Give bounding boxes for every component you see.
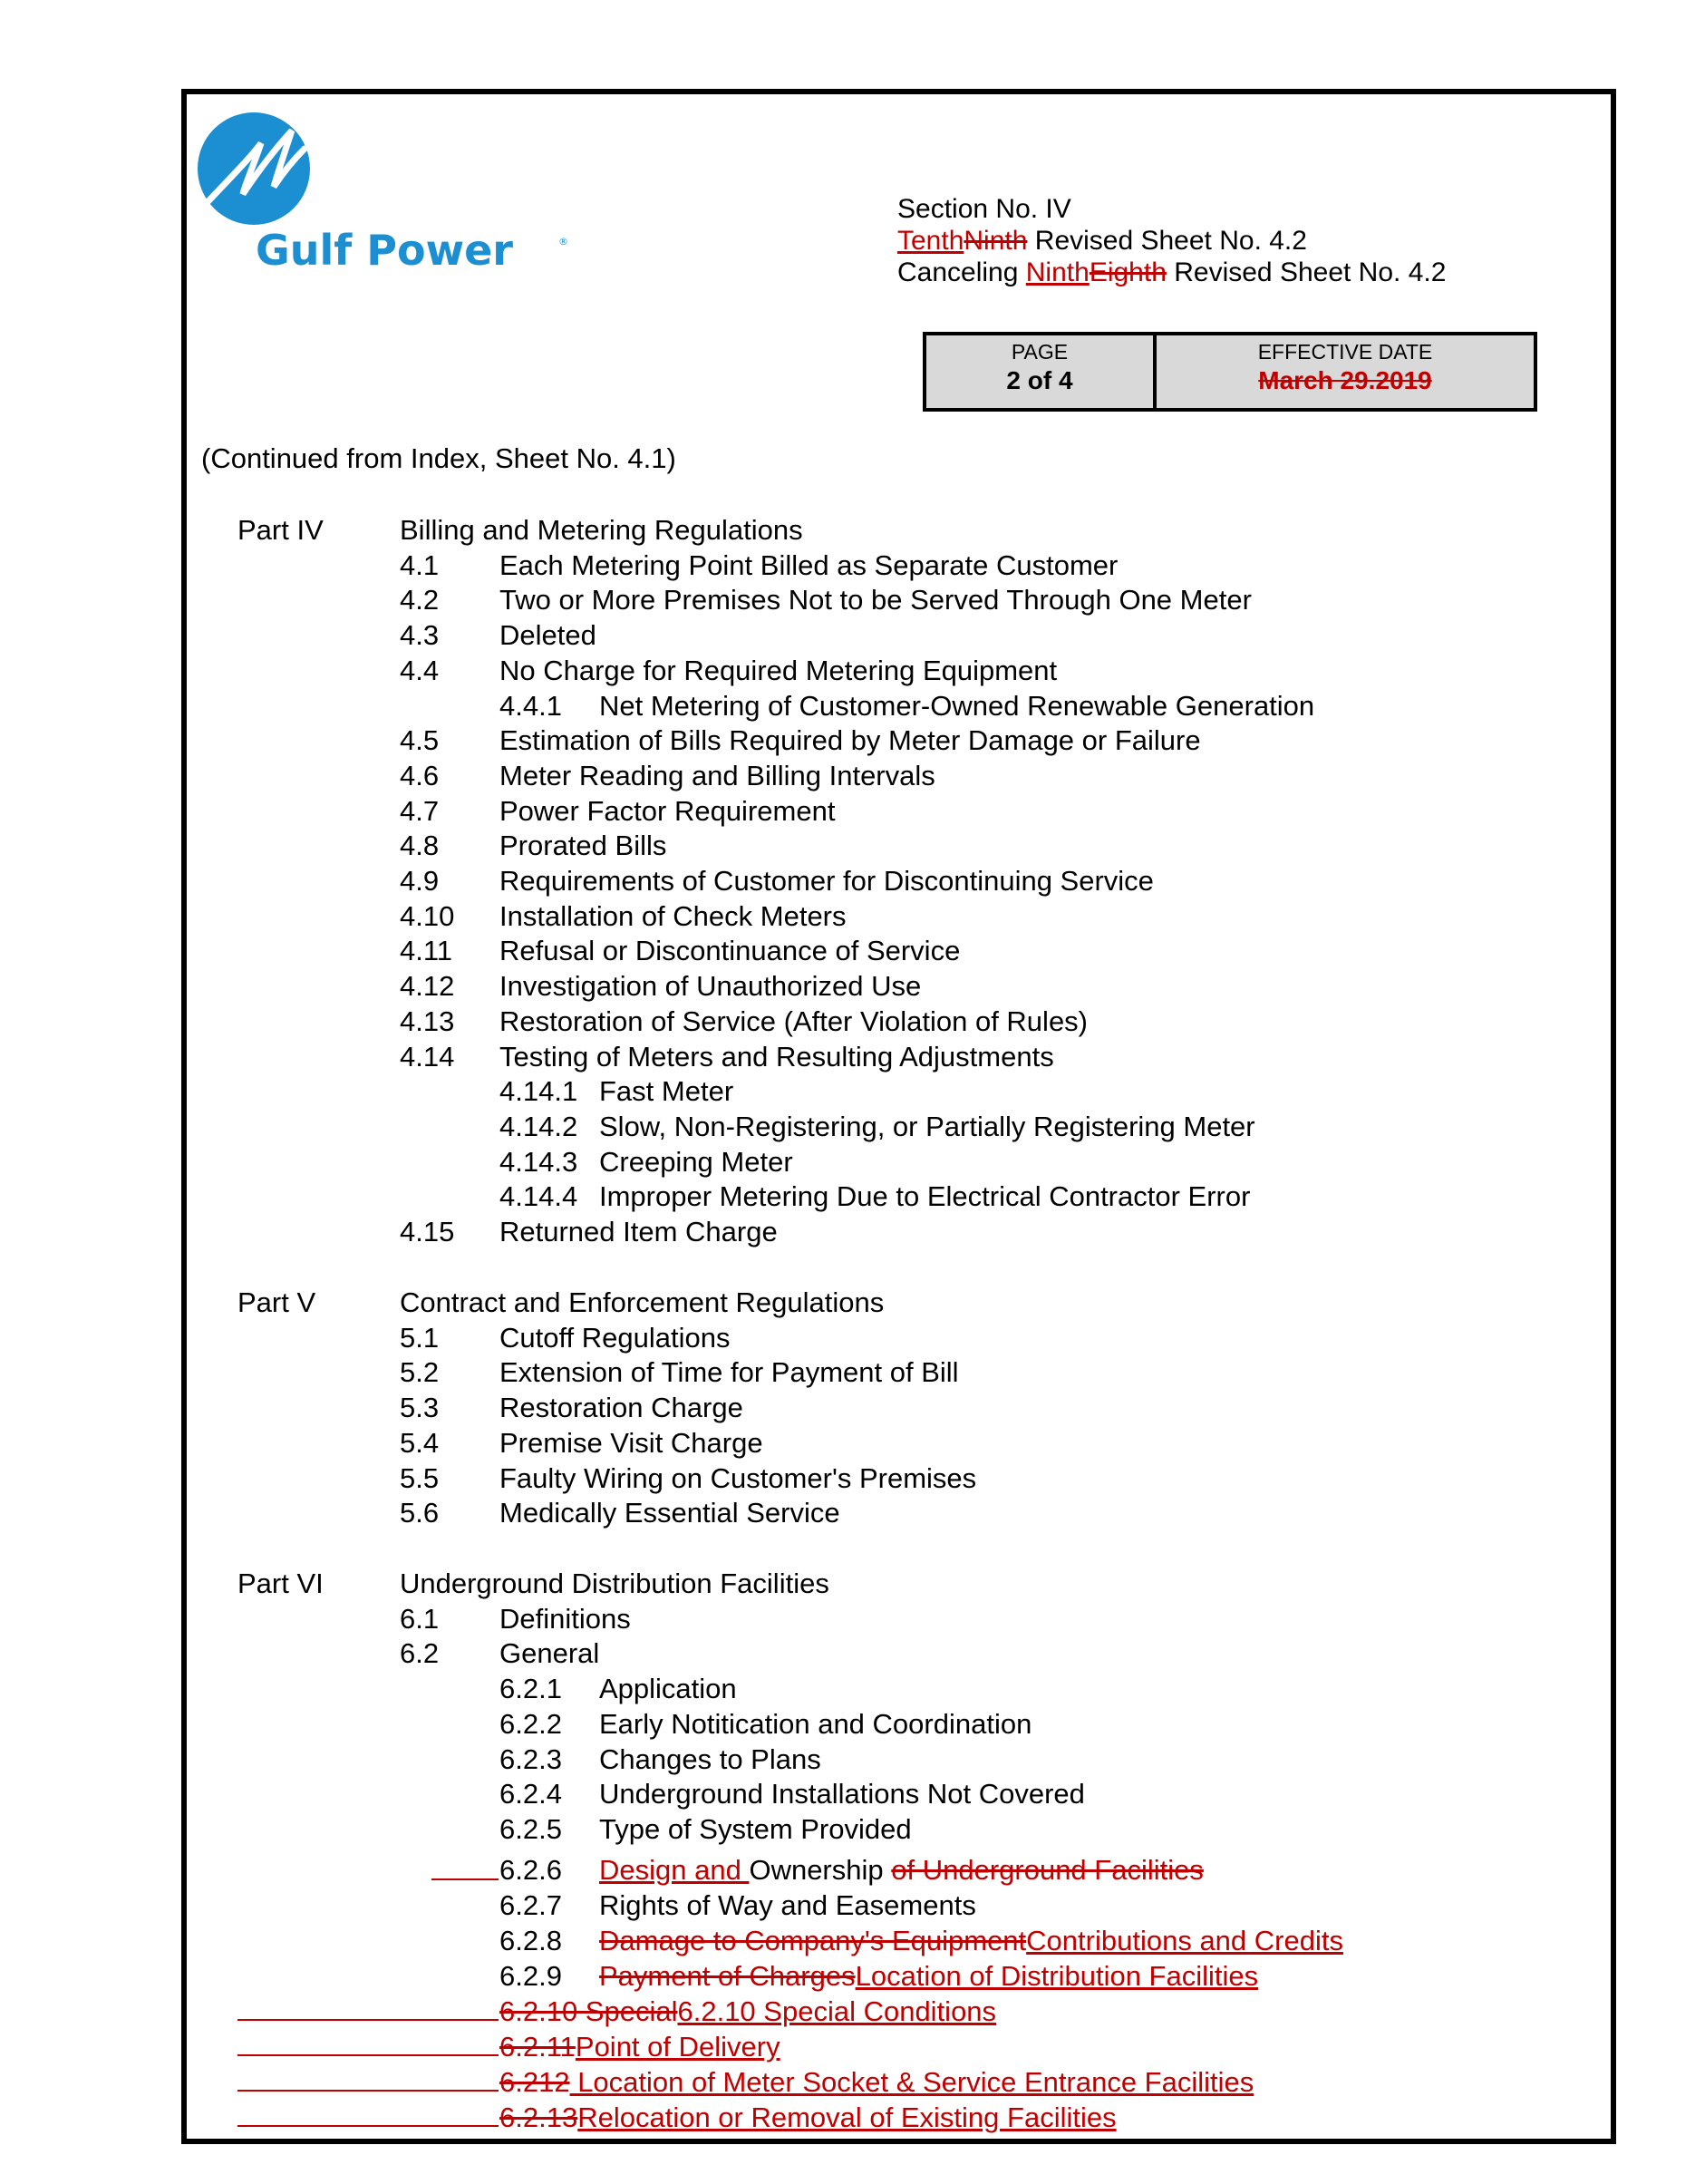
toc-title: Restoration of Service (After Violation of Rules) [499, 1005, 1089, 1037]
toc-title: No Charge for Required Metering Equipment [499, 654, 1058, 686]
toc-title: Power Factor Requirement [499, 794, 836, 827]
toc-title: General [499, 1637, 600, 1670]
toc-number: 4.13 [400, 1005, 455, 1037]
deleted-text: 6.212 [499, 2066, 570, 2098]
canceling-rest: Revised Sheet No. 4.2 [1166, 257, 1447, 287]
page-label: PAGE [1011, 340, 1069, 364]
toc-subtitle: Fast Meter [599, 1075, 734, 1108]
part-title: Contract and Enforcement Regulations [400, 1286, 885, 1318]
toc-title: Medically Essential Service [499, 1497, 840, 1529]
toc-number: 6.2.9 [499, 1960, 562, 1992]
toc-number: 6.2 [400, 1637, 440, 1670]
section-number: Section No. IV [897, 194, 1071, 224]
toc-number: 4.2 [400, 584, 440, 616]
inserted-text: Location of Distribution Facilities [855, 1960, 1259, 1992]
plain-text: Ownership [749, 1854, 892, 1886]
toc-title: Requirements of Customer for Discontinuing Service [499, 865, 1154, 897]
toc-title: Each Metering Point Billed as Separate Customer [499, 548, 1119, 581]
toc-number: 4.7 [400, 794, 440, 827]
toc-subtitle: Application [599, 1673, 737, 1705]
toc-title: Testing of Meters and Resulting Adjustments [499, 1040, 1054, 1073]
toc-number: 5.2 [400, 1356, 440, 1389]
toc-title [499, 2065, 1254, 2100]
page-cell [926, 335, 1157, 408]
toc-subnumber: 6.2.2 [499, 1707, 562, 1740]
toc-number: 4.6 [400, 759, 440, 791]
toc-subnumber: 4.14.2 [499, 1110, 578, 1142]
toc-title: Faulty Wiring on Customer's Premises [499, 1461, 977, 1494]
toc-subtitle: Early Notitication and Coordination [599, 1707, 1032, 1740]
page-info-box [923, 332, 1537, 412]
toc-number: 5.1 [400, 1321, 440, 1354]
toc-subnumber: 6.2.3 [499, 1742, 562, 1775]
toc-number: 4.11 [400, 935, 453, 967]
toc-title [499, 1995, 996, 2029]
toc-number: 4.10 [400, 899, 455, 932]
svg-text:Gulf Power: Gulf Power [256, 226, 513, 275]
toc-number: 5.3 [400, 1392, 440, 1424]
toc-number: 4.5 [400, 724, 440, 757]
toc-title [499, 2101, 1117, 2135]
toc-title: Estimation of Bills Required by Meter Damage or Failure [499, 724, 1201, 757]
toc-number: 4.9 [400, 865, 440, 897]
deleted-text: 6.2.13 [499, 2101, 578, 2133]
toc-title: Deleted [499, 619, 596, 652]
inserted-text: Relocation or Removal of Existing Facilities [577, 2101, 1117, 2133]
toc-title: Meter Reading and Billing Intervals [499, 759, 935, 791]
deleted-text: of Underground Facilities [891, 1854, 1204, 1886]
toc-subtitle: Underground Installations Not Covered [599, 1778, 1085, 1810]
toc-title: Restoration Charge [499, 1392, 743, 1424]
toc-number: 5.4 [400, 1426, 440, 1459]
toc-title: Investigation of Unauthorized Use [499, 970, 922, 1003]
toc-subtitle: Net Metering of Customer-Owned Renewable Generation [599, 689, 1315, 722]
toc-subtitle: Type of System Provided [599, 1812, 912, 1845]
inserted-text: Contributions and Credits [1026, 1925, 1343, 1956]
toc-title: Extension of Time for Payment of Bill [499, 1356, 959, 1389]
tracked-change-underline [237, 2019, 499, 2021]
part-label: Part V [237, 1286, 316, 1318]
effective-date-cell [1157, 335, 1534, 408]
canceling-prefix: Canceling [897, 257, 1026, 287]
svg-text:®: ® [558, 236, 568, 248]
toc-number: 4.3 [400, 619, 440, 652]
page-value: 2 of 4 [1006, 366, 1073, 394]
toc-subtitle: Creeping Meter [599, 1145, 793, 1178]
toc-title: Definitions [499, 1602, 631, 1635]
toc-number: 5.5 [400, 1461, 440, 1494]
toc-number: 6.2.6 [499, 1854, 562, 1886]
gulf-power-logo [198, 111, 578, 283]
deleted-text: Payment of Charges [599, 1960, 856, 1992]
part-label: Part IV [237, 514, 324, 546]
toc-number: 4.8 [400, 830, 440, 862]
toc-subnumber: 4.4.1 [499, 689, 562, 722]
toc-subtitle: Improper Metering Due to Electrical Contractor Error [599, 1180, 1251, 1213]
deleted-text: 6.2.10 Special [499, 1995, 678, 2027]
deleted-text: Damage to Company's Equipment [599, 1925, 1027, 1956]
effective-date-value: March 29.2019 [1258, 366, 1432, 394]
inserted-text: Location of Meter Socket & Service Entrance Facilities [569, 2066, 1254, 2098]
toc-subnumber: 4.14.3 [499, 1145, 578, 1178]
part-title: Billing and Metering Regulations [400, 514, 803, 546]
tracked-change-underline [237, 2090, 499, 2092]
toc-title: Two or More Premises Not to be Served Through One Meter [499, 584, 1252, 616]
continued-note: (Continued from Index, Sheet No. 4.1) [201, 442, 676, 474]
toc-number: 5.6 [400, 1497, 440, 1529]
revised-rest: Revised Sheet No. 4.2 [1027, 226, 1307, 256]
effective-date-label: EFFECTIVE DATE [1257, 340, 1433, 364]
inserted-text: Design and [599, 1854, 750, 1886]
part-title: Underground Distribution Facilities [400, 1568, 829, 1599]
toc-title: Installation of Check Meters [499, 899, 847, 932]
deleted-text: 6.2.11 [499, 2031, 576, 2063]
toc-number: 4.4 [400, 654, 440, 686]
canceling-sheet-line [897, 257, 1446, 288]
toc-subnumber: 6.2.5 [499, 1812, 562, 1845]
tracked-change-underline [237, 2125, 499, 2127]
toc-subnumber: 4.14.4 [499, 1180, 578, 1213]
toc-number: 6.2.8 [499, 1925, 562, 1956]
toc-number: 4.15 [400, 1216, 455, 1247]
canceling-inserted: Ninth [1025, 257, 1090, 287]
canceling-deleted: Eighth [1089, 257, 1167, 287]
revised-deleted: Ninth [964, 226, 1028, 256]
toc-subtitle: Slow, Non-Registering, or Partially Registering Meter [599, 1110, 1255, 1142]
revised-inserted: Tenth [897, 226, 964, 256]
toc-subnumber: 6.2.1 [499, 1673, 562, 1705]
toc-title: Cutoff Regulations [499, 1321, 731, 1354]
tracked-change-underline [237, 2054, 499, 2056]
tracked-change-underline [431, 1878, 499, 1880]
toc-number: 6.1 [400, 1602, 440, 1635]
toc-subnumber: 4.14.1 [499, 1075, 578, 1108]
part-label: Part VI [237, 1568, 324, 1599]
toc-title [499, 2030, 780, 2064]
toc-title: Premise Visit Charge [499, 1426, 763, 1459]
toc-title [599, 1959, 1258, 1994]
inserted-text: Point of Delivery [575, 2031, 780, 2063]
toc-title: Rights of Way and Easements [599, 1889, 976, 1921]
toc-number: 6.2.7 [499, 1889, 562, 1921]
toc-subtitle: Changes to Plans [599, 1742, 821, 1775]
toc-number: 4.14 [400, 1040, 455, 1073]
toc-title: Returned Item Charge [499, 1216, 778, 1247]
toc-title [599, 1924, 1343, 1958]
toc-subnumber: 6.2.4 [499, 1778, 562, 1810]
toc-title: Refusal or Discontinuance of Service [499, 935, 961, 967]
inserted-text: 6.2.10 Special Conditions [677, 1995, 997, 2027]
toc-number: 4.1 [400, 548, 440, 581]
toc-number: 4.12 [400, 970, 455, 1003]
toc-title: Prorated Bills [499, 830, 667, 862]
toc-title [599, 1853, 1204, 1888]
revised-sheet-line [897, 226, 1307, 257]
